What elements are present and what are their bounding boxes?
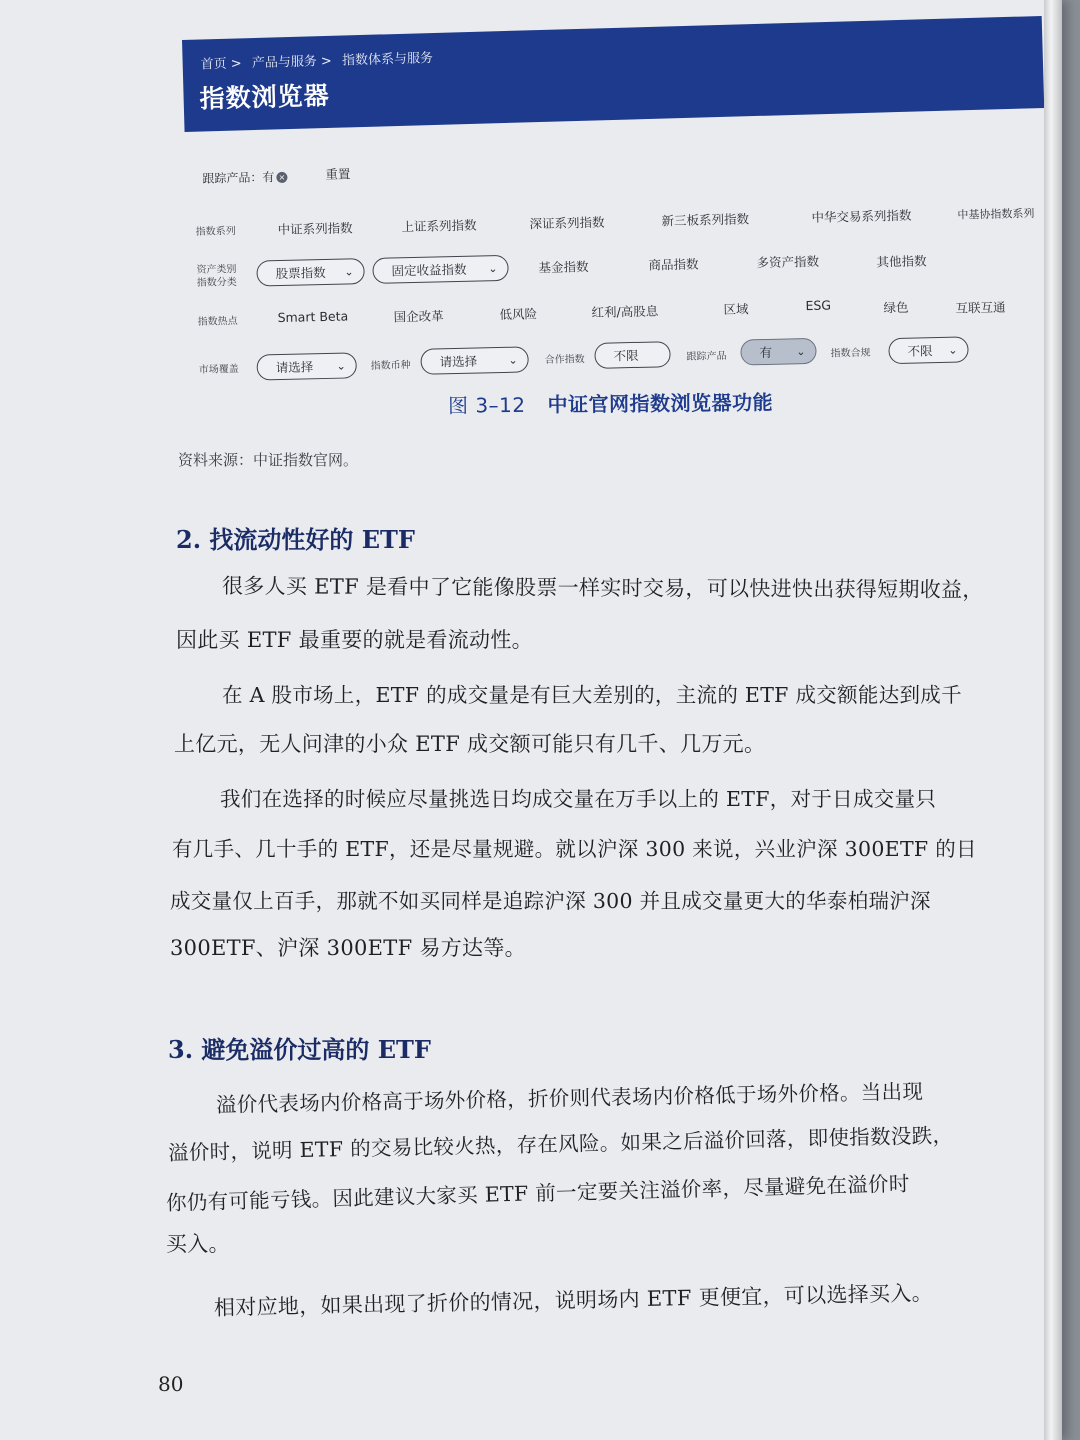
section-2-line-4: 上亿元，无人问津的小众 ETF 成交额可能只有几千、几万元。 <box>174 732 766 756</box>
index-browser-banner <box>182 16 1044 132</box>
breadcrumb <box>200 47 439 73</box>
coop-value: 不限 <box>613 347 639 364</box>
hot-option-region[interactable]: 区域 <box>723 301 749 317</box>
asset-class-row <box>192 235 1043 288</box>
series-option-neeq[interactable]: 新三板系列指数 <box>661 211 750 229</box>
series-option-amac[interactable]: 中基协指数系列 <box>957 206 1035 222</box>
equity-index-dropdown[interactable] <box>256 258 365 286</box>
compliance-label: 指数合规 <box>830 347 871 360</box>
chevron-down-icon: ⌄ <box>344 265 354 279</box>
track-value: 有 <box>759 344 773 361</box>
section-2-line-7: 成交量仅上百手，那就不如买同样是追踪沪深 300 并且成交量更大的华泰柏瑞沪深 <box>170 889 931 913</box>
hot-option-green[interactable]: 绿色 <box>883 299 909 316</box>
section-3-line-3: 你仍有可能亏钱。因此建议大家买 ETF 前一定要关注溢价率，尽量避免在溢价时 <box>165 1171 910 1215</box>
figure-caption <box>448 386 773 418</box>
breadcrumb-index-system[interactable]: 指数体系与服务 <box>341 51 434 69</box>
asset-class-label-line2: 指数分类 <box>196 276 237 289</box>
hot-option-low-risk[interactable]: 低风险 <box>499 306 538 323</box>
coverage-value: 请选择 <box>275 359 314 376</box>
breadcrumb-home[interactable]: 首页 > <box>200 56 242 73</box>
filter-panel <box>190 141 1045 380</box>
section-2-line-1: 很多人买 ETF 是看中了它能像股票一样实时交易，可以快进快出获得短期收益， <box>221 574 984 602</box>
asset-class-label <box>196 263 237 290</box>
currency-dropdown[interactable] <box>420 346 529 374</box>
section-2-line-6: 有几手、几十手的 ETF，还是尽量规避。就以沪深 300 来说，兴业沪深 300ETF 的日 <box>172 837 977 861</box>
hot-option-dividend[interactable]: 红利/高股息 <box>591 303 659 320</box>
section-3-heading: 3. 避免溢价过高的 ETF <box>168 1035 431 1064</box>
compliance-value: 不限 <box>907 343 933 359</box>
compliance-dropdown[interactable] <box>888 336 969 364</box>
page-number: 80 <box>158 1372 184 1396</box>
chevron-down-icon: ⌄ <box>488 262 498 276</box>
tracking-filter-row <box>190 143 1041 196</box>
figure-number: 图 3–12 <box>447 392 526 418</box>
chevron-down-icon: ⌄ <box>948 343 958 357</box>
chevron-down-icon: ⌄ <box>336 359 346 373</box>
series-option-sse[interactable]: 上证系列指数 <box>401 217 477 235</box>
series-option-cnx[interactable]: 中华交易系列指数 <box>811 207 912 225</box>
hot-topic-row <box>193 283 1044 336</box>
coop-dropdown[interactable] <box>594 341 671 369</box>
currency-value: 请选择 <box>439 353 478 370</box>
asset-class-label-line1: 资产类别 <box>196 263 237 276</box>
page-edge <box>1044 0 1062 1440</box>
section-2-line-2: 因此买 ETF 最重要的就是看流动性。 <box>176 628 533 652</box>
asset-option-commodity[interactable]: 商品指数 <box>648 256 699 273</box>
track-label: 跟踪产品 <box>686 350 727 363</box>
asset-option-multi-asset[interactable]: 多资产指数 <box>756 253 820 271</box>
equity-index-value: 股票指数 <box>275 264 326 282</box>
series-option-szse[interactable]: 深证系列指数 <box>529 214 605 232</box>
currency-label: 指数币种 <box>370 360 411 372</box>
section-2-line-8: 300ETF、沪深 300ETF 易方达等。 <box>170 936 526 960</box>
figure-source: 资料来源：中证指数官网。 <box>178 451 359 469</box>
section-3-line-1: 溢价代表场内价格高于场外价格，折价则代表场内价格低于场外价格。当出现 <box>215 1079 924 1117</box>
section-3-line-4: 买入。 <box>166 1232 230 1256</box>
section-2-line-3: 在 A 股市场上，ETF 的成交量是有巨大差别的，主流的 ETF 成交额能达到成千 <box>222 683 962 707</box>
fixed-income-dropdown[interactable] <box>372 255 509 284</box>
asset-option-other[interactable]: 其他指数 <box>876 253 927 270</box>
section-3-line-5: 相对应地，如果出现了折价的情况，说明场内 ETF 更便宜，可以选择买入。 <box>213 1280 934 1320</box>
track-dropdown[interactable] <box>740 338 817 366</box>
section-2-line-5: 我们在选择的时候应尽量挑选日均成交量在万手以上的 ETF，对于日成交量只 <box>220 787 937 811</box>
series-label: 指数系列 <box>195 225 236 238</box>
section-2-heading: 2. 找流动性好的 ETF <box>176 525 415 554</box>
coverage-dropdown[interactable] <box>256 352 357 380</box>
asset-option-fund[interactable]: 基金指数 <box>538 258 589 276</box>
series-row <box>191 189 1042 242</box>
close-icon[interactable]: × <box>276 172 287 183</box>
chevron-down-icon: ⌄ <box>796 345 806 359</box>
section-3-line-2: 溢价时，说明 ETF 的交易比较火热，存在风险。如果之后溢价回落，即使指数没跌， <box>167 1123 954 1165</box>
hot-option-smart-beta[interactable]: Smart Beta <box>277 308 349 326</box>
market-row <box>194 327 1045 380</box>
hot-option-connect[interactable]: 互联互通 <box>955 299 1006 316</box>
figure-caption-text: 中证官网指数浏览器功能 <box>547 390 774 417</box>
chevron-down-icon: ⌄ <box>508 353 518 367</box>
page-title: 指数浏览器 <box>199 80 331 114</box>
active-filter-tag[interactable] <box>202 168 287 187</box>
hot-option-soe-reform[interactable]: 国企改革 <box>393 308 444 325</box>
reset-button[interactable]: 重置 <box>325 166 351 182</box>
coverage-label: 市场覆盖 <box>198 363 239 376</box>
fixed-income-value: 固定收益指数 <box>391 261 467 279</box>
active-filter-label: 跟踪产品：有 <box>202 170 275 186</box>
coop-label: 合作指数 <box>544 354 585 367</box>
breadcrumb-products[interactable]: 产品与服务 > <box>251 53 333 72</box>
hot-topic-label: 指数热点 <box>197 315 238 328</box>
hot-option-esg[interactable]: ESG <box>805 297 832 314</box>
series-option-csi[interactable]: 中证系列指数 <box>277 220 353 238</box>
